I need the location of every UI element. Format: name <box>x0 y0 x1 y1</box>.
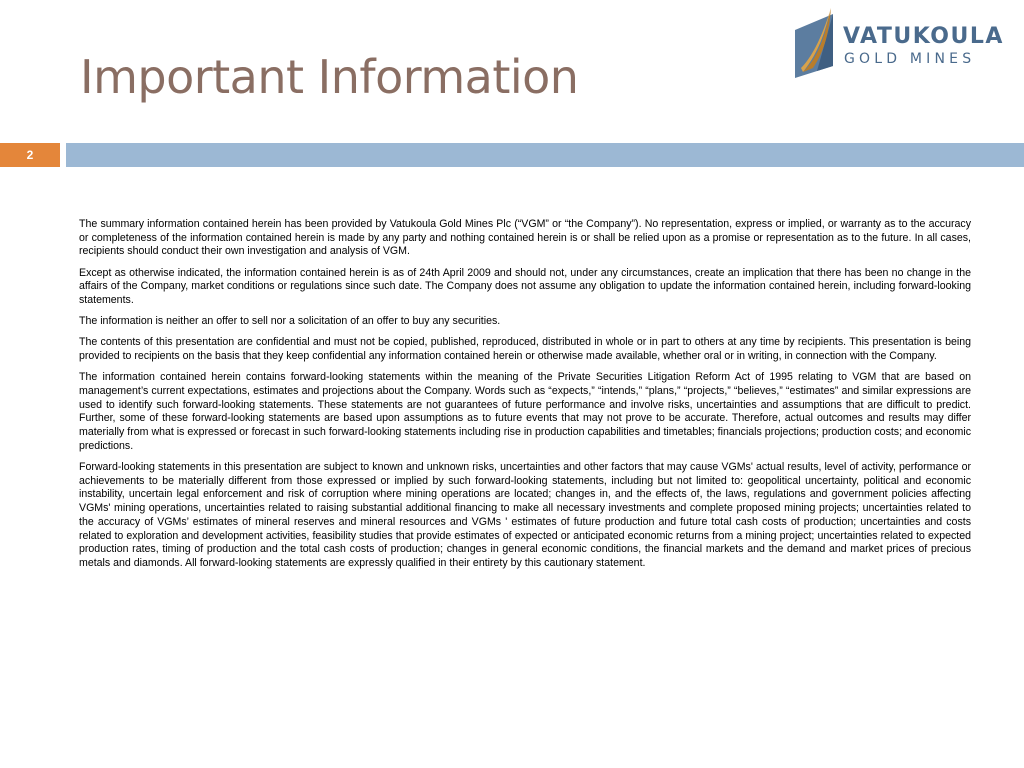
slide-number: 2 <box>0 143 60 167</box>
paragraph-risks: Forward-looking statements in this presentation are subject to known and unknown risks, uncertainties and other factors that may cause VGMs' actual results, level of activity, performance or achievements to be materially different from those expressed or implied by such forward-looking statements, including but not limited to: geopolitical uncertainty, political and economic instability, uncertain legal enforcement and risk of corruption where mining operations are located; changes in, and the effects of, the laws, regulations and government policies affecting VGMs' mining operations, uncertainties related to raising substantial additional financing to make all necessary investments and complete proposed mining projects; uncertainties related to the accuracy of VGMs’ estimates of mineral reserves and mineral resources and VGMs ' estimates of future production and future total cash costs of production; uncertainties and costs related to exploration and development activities, feasibility studies that provide estimates of expected or anticipated economic returns from a mining project; uncertainties related to expected production rates, timing of production and the total cash costs of production; changes in general economic conditions, the financial markets and the demand and market prices of precious metals and diamonds. All forward-looking statements are expressly qualified in their entirety by this cautionary statement. <box>79 461 971 569</box>
paragraph-confidential: The contents of this presentation are confidential and must not be copied, published, reproduced, distributed in whole or in part to others at any time by recipients. This presentation is being provided to recipients on the basis that they keep confidential any information contained herein or otherwise made available, whether oral or in writing, in connection with the Company. <box>79 336 971 363</box>
paragraph-summary: The summary information contained herein has been provided by Vatukoula Gold Mines Plc (“VGM” or “the Company”). No representation, express or implied, or warranty as to the accuracy or completeness of the information contained herein is made by any party and nothing contained herein is or shall be relied upon as a promise or representation as to the future. In all cases, recipients should conduct their own investigation and analysis of VGM. <box>79 218 971 258</box>
paragraph-forward-looking: The information contained herein contains forward-looking statements within the meaning of the Private Securities Litigation Reform Act of 1995 relating to VGM that are based on management’s current expectations, estimates and projections about the Company. Words such as “expects,” “intends,” “plans,” “projects,” “believes,” “estimates” and similar expressions are used to identify such forward-looking statements. These statements are not guarantees of future performance and involve risks, uncertainties and assumptions that are difficult to predict. Further, some of these forward-looking statements are based upon assumptions as to future events that may not prove to be accurate. Therefore, actual outcomes and results may differ materially from what is expressed or forecast in such forward-looking statements including rise in production capabilities and timetables; financials projections; production costs; and economic predictions. <box>79 371 971 452</box>
disclaimer-body <box>79 218 971 578</box>
logo-text-vatukoula: VATUKOULA <box>843 24 1004 49</box>
slide-title: Important Information <box>80 50 579 104</box>
header-band <box>66 143 1024 167</box>
paragraph-no-offer: The information is neither an offer to sell nor a solicitation of an offer to buy any securities. <box>79 315 501 328</box>
logo-text-gold-mines: GOLD MINES <box>844 51 976 67</box>
paragraph-date: Except as otherwise indicated, the information contained herein is as of 24th April 2009 and should not, under any circumstances, create an implication that there has been no change in the affairs of the Company, market conditions or regulations since such date. The Company does not assume any obligation to update the information contained herein, including forward-looking statements. <box>79 266 971 307</box>
company-logo <box>793 6 1008 82</box>
logo-emblem-icon <box>793 6 839 82</box>
